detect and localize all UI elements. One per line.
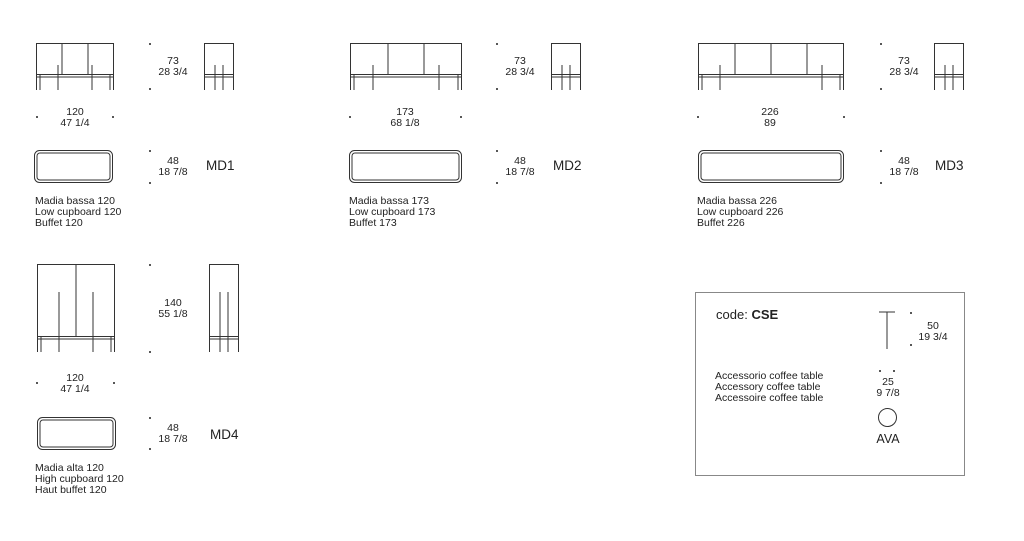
md2-desc-en: Low cupboard 173	[349, 206, 436, 218]
md3-depth-in: 18 7/8	[889, 166, 919, 178]
accessory-desc-fr: Accessoire coffee table	[715, 392, 824, 404]
md4-desc-it: Madia alta 120	[35, 462, 104, 474]
md2-desc-it: Madia bassa 173	[349, 195, 429, 207]
accessory-side-view	[878, 311, 898, 351]
md4-height-cm: 140	[164, 297, 182, 309]
md3-width-cm: 226	[761, 106, 779, 118]
md4-side-view	[209, 264, 241, 356]
md2-desc-fr: Buffet 173	[349, 217, 397, 229]
md2-width-cm: 173	[396, 106, 414, 118]
md3-code: MD3	[935, 158, 964, 173]
accessory-diam-cm: 25	[882, 376, 894, 388]
md4-depth-cm: 48	[167, 422, 179, 434]
md1-height-cm: 73	[167, 55, 179, 67]
md1-code: MD1	[206, 158, 235, 173]
md2-top-view	[349, 150, 463, 184]
md3-desc-en: Low cupboard 226	[697, 206, 784, 218]
md3-front-view	[698, 43, 846, 93]
accessory-code: CSE	[751, 307, 779, 322]
md1-depth-in: 18 7/8	[158, 166, 188, 178]
md4-height-in: 55 1/8	[158, 308, 188, 320]
md3-height-in: 28 3/4	[889, 66, 919, 78]
md2-height-cm: 73	[514, 55, 526, 67]
md4-top-view	[37, 417, 117, 451]
md3-width-in: 89	[764, 117, 776, 129]
md4-code: MD4	[210, 427, 239, 442]
md3-desc-it: Madia bassa 226	[697, 195, 777, 207]
md1-height-in: 28 3/4	[158, 66, 188, 78]
md4-desc-en: High cupboard 120	[35, 473, 124, 485]
md1-width-in: 47 1/4	[60, 117, 90, 129]
md4-width-cm: 120	[66, 372, 84, 384]
accessory-height-cm: 50	[927, 320, 939, 332]
accessory-diam-in: 9 7/8	[876, 387, 900, 399]
md3-height-cm: 73	[898, 55, 910, 67]
accessory-code-line	[716, 307, 778, 322]
md3-desc-fr: Buffet 226	[697, 217, 745, 229]
md2-depth-in: 18 7/8	[505, 166, 535, 178]
md2-side-view	[551, 43, 583, 93]
md4-front-view	[37, 264, 117, 356]
accessory-code-label: code:	[716, 307, 748, 322]
md3-depth-cm: 48	[898, 155, 910, 167]
md2-code: MD2	[553, 158, 582, 173]
md2-width-in: 68 1/8	[390, 117, 420, 129]
md1-desc-it: Madia bassa 120	[35, 195, 115, 207]
md1-side-view	[204, 43, 236, 93]
md4-desc-fr: Haut buffet 120	[35, 484, 107, 496]
md3-top-view	[698, 150, 846, 184]
accessory-height-in: 19 3/4	[918, 331, 948, 343]
md2-height-in: 28 3/4	[505, 66, 535, 78]
md1-top-view	[34, 150, 114, 184]
md1-desc-en: Low cupboard 120	[35, 206, 122, 218]
md2-depth-cm: 48	[514, 155, 526, 167]
accessory-name: AVA	[876, 432, 900, 446]
md3-side-view	[934, 43, 966, 93]
accessory-desc-en: Accessory coffee table	[715, 381, 821, 393]
md4-depth-in: 18 7/8	[158, 433, 188, 445]
accessory-top-view	[878, 408, 898, 428]
accessory-box	[695, 292, 965, 476]
accessory-desc-it: Accessorio coffee table	[715, 370, 824, 382]
md1-desc-fr: Buffet 120	[35, 217, 83, 229]
md1-depth-cm: 48	[167, 155, 179, 167]
md1-width-cm: 120	[66, 106, 84, 118]
md2-front-view	[350, 43, 464, 93]
md1-front-view	[36, 43, 116, 93]
md4-width-in: 47 1/4	[60, 383, 90, 395]
